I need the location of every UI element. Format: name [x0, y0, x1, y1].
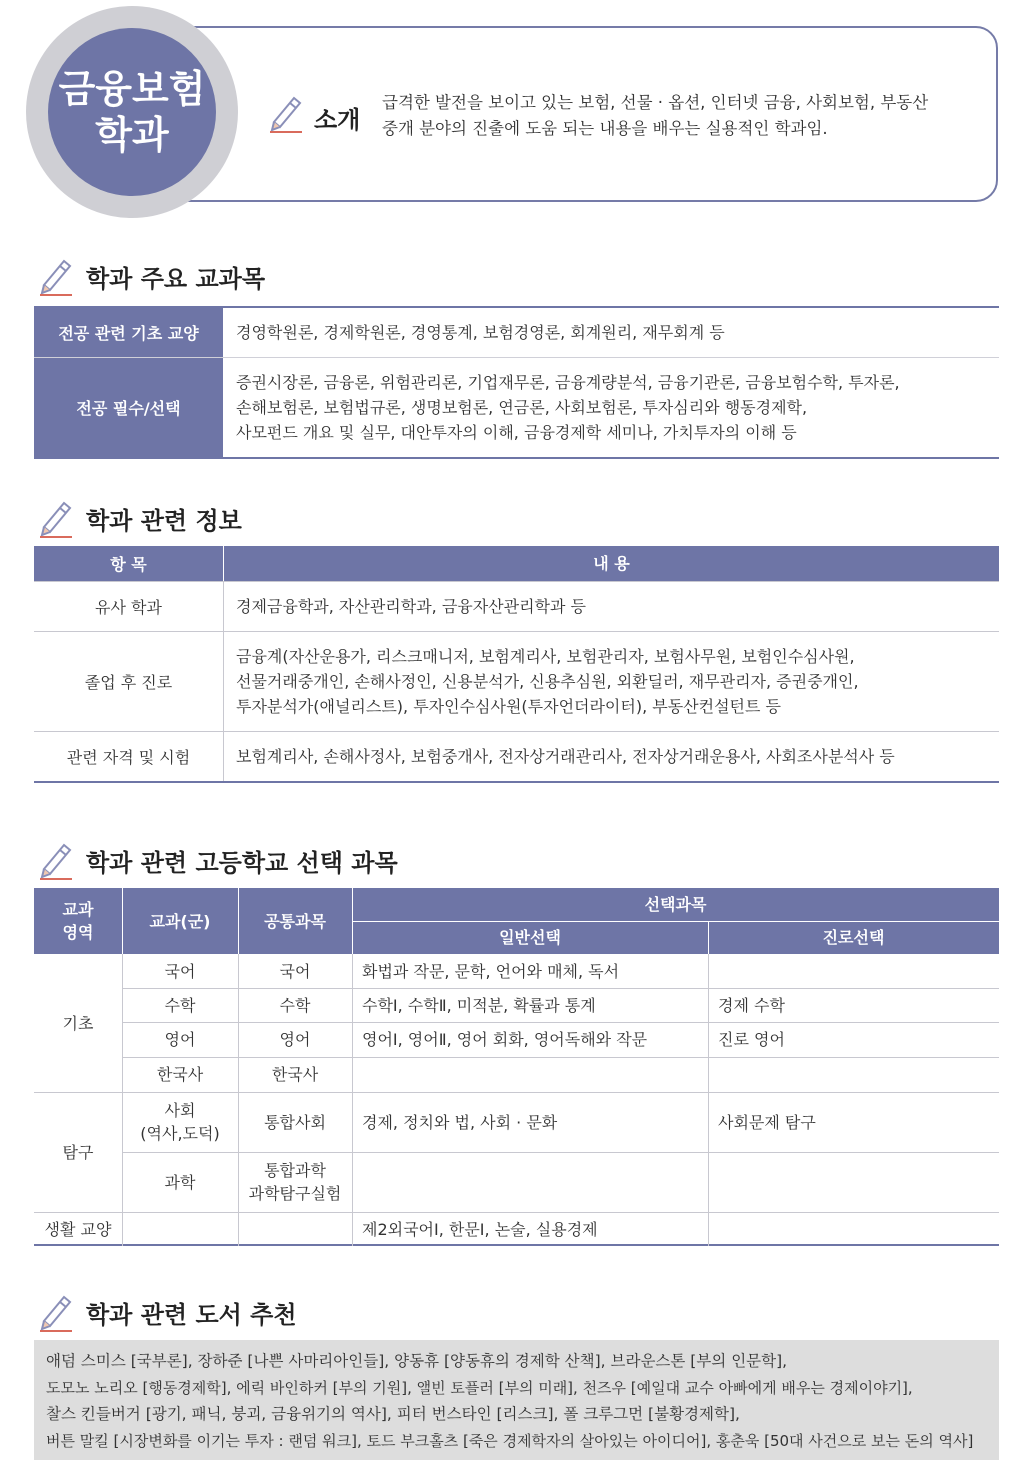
row-label: 전공 관련 기초 교양	[34, 308, 224, 357]
value-line: 금융계(자산운용가, 리스크매니저, 보험계리사, 보험관리자, 보험사무원, 보험인수심사원,	[236, 647, 855, 666]
table-row	[34, 581, 999, 631]
row-label: 관련 자격 및 시험	[34, 732, 224, 781]
common-cell: 영어	[279, 1030, 311, 1049]
value-line: 증권시장론, 금융론, 위험관리론, 기업재무론, 금융계량분석, 금융기관론, 금융보험수학, 투자론,	[236, 373, 900, 392]
pencil-icon	[36, 839, 76, 881]
header-elective: 선택과목	[352, 888, 999, 921]
row-value	[224, 308, 999, 357]
section-title: 학과 관련 도서 추천	[86, 1300, 297, 1329]
group-cell: 수학	[164, 995, 196, 1015]
common-cell	[238, 1152, 352, 1212]
row-value	[224, 732, 999, 781]
row-label: 졸업 후 진로	[34, 632, 224, 731]
career-cell: 경제 수학	[718, 995, 785, 1015]
header-area-line: 교과	[62, 900, 94, 919]
common-line: 통합과학	[264, 1161, 326, 1180]
row-value	[224, 358, 999, 457]
table-row	[34, 358, 999, 457]
common-cell: 수학	[279, 995, 311, 1015]
area-life: 생활 교양	[44, 1219, 112, 1239]
career-cell: 사회문제 탐구	[718, 1112, 816, 1132]
book-line: 버튼 말킬 [시장변화를 이기는 투자 : 랜덤 워크], 토드 부크홀츠 [죽은 경제학자의 살아있는 아이디어], 홍춘욱 [50대 사건으로 보는 돈의 역사]	[46, 1431, 974, 1450]
group-cell: 영어	[164, 1030, 196, 1049]
table-row	[34, 308, 999, 358]
intro-text	[382, 90, 982, 142]
intro-label: 소개	[314, 106, 361, 134]
book-line: 애덤 스미스 [국부론], 장하준 [나쁜 사마리아인들], 양동휴 [양동휴의 경제학 산책], 브라운스톤 [부의 인문학],	[46, 1352, 788, 1370]
department-name-line1: 금융보험	[58, 67, 206, 111]
group-cell: 과학	[164, 1172, 196, 1192]
row-value	[224, 582, 999, 631]
pencil-icon	[36, 1291, 76, 1333]
career-cell: 진로 영어	[718, 1030, 785, 1049]
header-general: 일반선택	[352, 921, 708, 954]
group-cell: 국어	[164, 961, 196, 981]
section-title: 학과 관련 고등학교 선택 과목	[86, 848, 398, 877]
general-cell: 수학Ⅰ, 수학Ⅱ, 미적분, 확률과 통계	[362, 995, 596, 1015]
table-row	[34, 631, 999, 731]
section-heading-hs-subjects	[36, 840, 398, 880]
table-header	[34, 546, 999, 581]
header-content: 내 용	[593, 554, 630, 573]
group-line: (역사,도덕)	[140, 1124, 220, 1143]
header-item: 항 목	[34, 546, 224, 581]
intro-line: 급격한 발전을 보이고 있는 보험, 선물 · 옵션, 인터넷 금융, 사회보험, 부동산	[382, 93, 929, 112]
book-line: 찰스 킨들버거 [광기, 패닉, 붕괴, 금융위기의 역사], 피터 번스타인 [리스크], 폴 크루그먼 [불황경제학],	[46, 1405, 740, 1423]
section-heading-books	[36, 1292, 297, 1332]
section-heading-related-info	[36, 498, 242, 538]
section-title: 학과 관련 정보	[86, 506, 242, 535]
general-cell: 영어Ⅰ, 영어Ⅱ, 영어 회화, 영어독해와 작문	[362, 1030, 648, 1049]
row-label: 유사 학과	[34, 582, 224, 631]
group-cell	[122, 1092, 238, 1152]
table-row	[34, 731, 999, 781]
book-line: 도모노 노리오 [행동경제학], 에릭 바인하커 [부의 기원], 앨빈 토플러 [부의 미래], 천즈우 [예일대 교수 아빠에게 배우는 경제이야기],	[46, 1378, 913, 1397]
department-name-line2: 학과	[95, 113, 169, 157]
header-area	[34, 888, 122, 954]
header-career: 진로선택	[708, 921, 999, 954]
pencil-icon	[36, 255, 76, 297]
pencil-icon	[266, 92, 306, 134]
group-line: 사회	[164, 1101, 196, 1120]
group-cell: 한국사	[156, 1065, 204, 1084]
header-area-line: 영역	[62, 923, 94, 942]
value-line: 경영학원론, 경제학원론, 경영통계, 보험경영론, 회계원리, 재무회계 등	[236, 323, 725, 342]
book-recommendations	[34, 1340, 999, 1460]
department-badge	[48, 28, 216, 196]
row-label: 전공 필수/선택	[34, 358, 224, 457]
general-cell: 제2외국어Ⅰ, 한문Ⅰ, 논술, 실용경제	[362, 1219, 598, 1239]
common-cell: 통합사회	[264, 1112, 326, 1132]
header-group: 교과(군)	[122, 888, 238, 954]
general-cell: 경제, 정치와 법, 사회 · 문화	[362, 1112, 558, 1132]
value-line: 선물거래중개인, 손해사정인, 신용분석가, 신용추심원, 외환딜러, 재무관리자, 증권중개인,	[236, 672, 859, 691]
common-line: 과학탐구실험	[248, 1184, 342, 1203]
common-cell: 한국사	[271, 1065, 319, 1084]
value-line: 보험계리사, 손해사정사, 보험중개사, 전자상거래관리사, 전자상거래운용사, 사회조사분석사 등	[236, 747, 895, 766]
value-line: 투자분석가(애널리스트), 투자인수심사원(투자언더라이터), 부동산컨설턴트 등	[236, 697, 781, 716]
header-common: 공통과목	[238, 888, 352, 954]
related-info-table	[34, 546, 999, 783]
area-inquiry: 탐구	[62, 1142, 94, 1162]
value-line: 경제금융학과, 자산관리학과, 금융자산관리학과 등	[236, 597, 587, 616]
section-heading-major-subjects	[36, 256, 265, 296]
intro-line: 중개 분야의 진출에 도움 되는 내용을 배우는 실용적인 학과임.	[382, 119, 828, 138]
general-cell: 화법과 작문, 문학, 언어와 매체, 독서	[362, 961, 620, 981]
section-title: 학과 주요 교과목	[86, 264, 265, 293]
major-subjects-table	[34, 306, 999, 459]
area-basic: 기초	[62, 1013, 94, 1033]
common-cell: 국어	[279, 961, 311, 981]
row-value	[224, 632, 999, 731]
hs-subjects-table	[34, 888, 999, 1246]
pencil-icon	[36, 497, 76, 539]
value-line: 손해보험론, 보험법규론, 생명보험론, 연금론, 사회보험론, 투자심리와 행동경제학,	[236, 398, 808, 417]
value-line: 사모펀드 개요 및 실무, 대안투자의 이해, 금융경제학 세미나, 가치투자의 이해 등	[236, 423, 797, 442]
